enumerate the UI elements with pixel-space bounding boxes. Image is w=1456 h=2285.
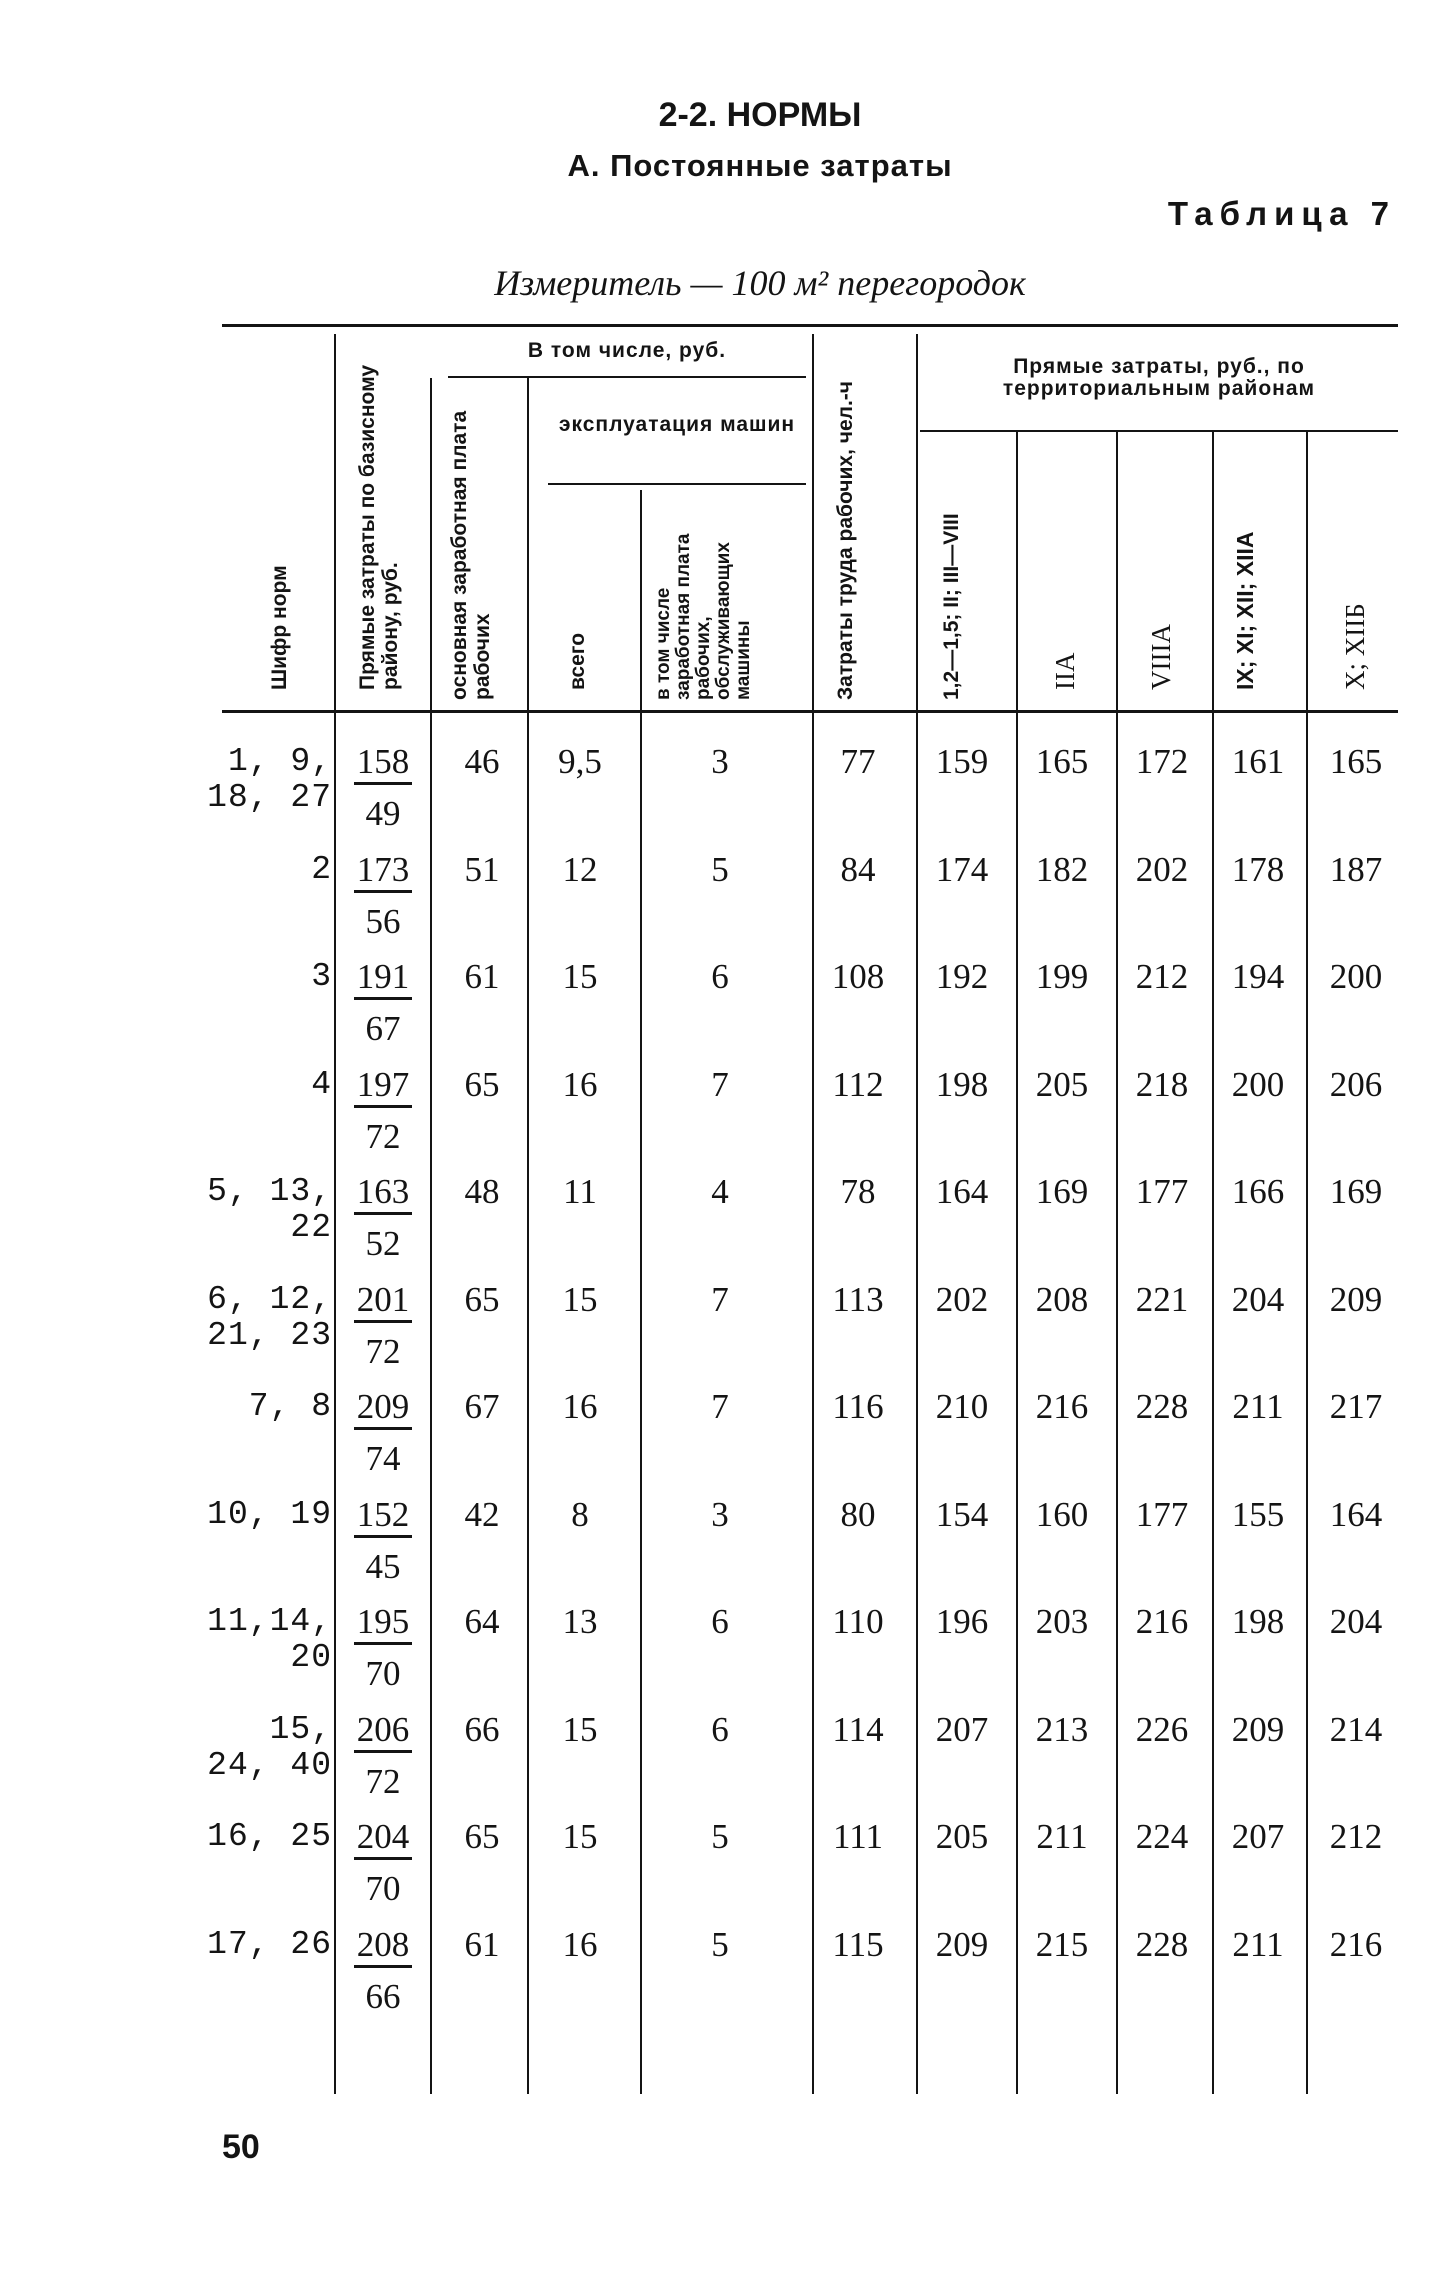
cell-r3: 228 [1135, 1924, 1189, 1964]
cell-r4: 211 [1232, 1924, 1284, 1964]
cell-r4: 204 [1231, 1279, 1285, 1319]
cell-r1: 205 [935, 1817, 989, 1856]
cell-r2: 213 [1035, 1709, 1089, 1749]
header-region-5: X; XIIБ [1340, 603, 1370, 690]
cell-r4: 161 [1231, 742, 1285, 781]
cell-labor: 80 [840, 1494, 876, 1534]
col-rule-1 [334, 334, 336, 2094]
cell-r1: 196 [935, 1602, 989, 1641]
cell-r2: 165 [1035, 742, 1089, 781]
norm-code: 7, 8 [248, 1388, 332, 1425]
cell-r4: 207 [1231, 1817, 1285, 1856]
cell-machine-wage: 6 [711, 1709, 729, 1749]
norm-code: 10, 19 [207, 1495, 332, 1533]
cell-r1: 207 [935, 1709, 989, 1749]
cell-r2: 203 [1035, 1602, 1089, 1641]
cell-r4: 178 [1231, 849, 1285, 889]
direct-cost-wage-value: 49 [365, 794, 401, 833]
cell-r2: 199 [1035, 957, 1089, 996]
cell-basic-wage: 48 [464, 1172, 500, 1211]
direct-cost-wage-value: 52 [365, 1224, 401, 1263]
cell-labor: 78 [840, 1172, 876, 1211]
cell-r5: 164 [1329, 1494, 1383, 1534]
direct-cost-value: 206 [354, 1710, 412, 1753]
cell-r2: 160 [1035, 1494, 1089, 1534]
cell-machine-wage: 5 [711, 849, 729, 889]
cell-r3: 216 [1135, 1602, 1189, 1641]
cell-basic-wage: 65 [464, 1064, 500, 1104]
cell-r3: 177 [1135, 1494, 1189, 1534]
regions-rule [920, 430, 1398, 432]
cell-r5: 169 [1329, 1172, 1383, 1211]
direct-cost-value: 163 [354, 1172, 412, 1215]
cell-labor: 110 [832, 1602, 884, 1641]
section-title: 2-2. НОРМЫ [658, 96, 862, 134]
header-region-1: 1,2—1,5; II; III—VIII [940, 513, 963, 700]
cell-r5: 217 [1329, 1387, 1383, 1426]
header-labor: Затраты труда рабочих, чел.-ч [834, 381, 857, 700]
norm-code: 5, 13, 22 [207, 1173, 332, 1246]
cell-r5: 200 [1329, 957, 1383, 996]
cell-labor: 112 [832, 1064, 884, 1104]
cell-basic-wage: 65 [464, 1279, 500, 1319]
direct-cost-wage-value: 66 [365, 1976, 401, 2016]
cell-r4: 211 [1232, 1387, 1284, 1426]
cell-machine-total: 16 [562, 1924, 598, 1964]
header-machine-wage: в том числе заработная плата рабочих, обслуживающих машины [653, 533, 754, 700]
cell-r2: 205 [1035, 1064, 1089, 1104]
header-region-3: VIIIA [1146, 624, 1176, 690]
cell-labor: 114 [832, 1709, 884, 1749]
cell-r4: 194 [1231, 957, 1285, 996]
cell-machine-total: 15 [562, 1709, 598, 1749]
header-basic-wage: основная заработная плата рабочих [448, 410, 494, 700]
cell-labor: 116 [832, 1387, 884, 1426]
cell-machine-total: 15 [562, 1279, 598, 1319]
cell-r3: 218 [1135, 1064, 1189, 1104]
measure-unit: Измеритель — 100 м² перегородок [494, 263, 1026, 303]
cell-machine-total: 11 [563, 1172, 597, 1211]
cell-machine-wage: 6 [711, 1602, 729, 1641]
cell-r4: 209 [1231, 1709, 1285, 1749]
direct-cost-wage-value: 74 [365, 1439, 401, 1478]
cell-machine-wage: 6 [711, 957, 729, 996]
header-bottom-rule [222, 710, 1398, 713]
cell-labor: 77 [840, 742, 876, 781]
cell-r3: 202 [1135, 849, 1189, 889]
cell-machine-total: 16 [562, 1064, 598, 1104]
col-rule-4 [640, 490, 642, 2094]
cell-machine-total: 8 [571, 1494, 589, 1534]
cell-machine-wage: 5 [711, 1924, 729, 1964]
header-region-2: IIA [1050, 652, 1080, 690]
cell-r2: 182 [1035, 849, 1089, 889]
direct-cost-wage-value: 56 [365, 901, 401, 941]
norm-code: 3 [311, 958, 332, 995]
norm-code: 2 [311, 850, 332, 888]
cell-r3: 224 [1135, 1817, 1189, 1856]
cell-basic-wage: 65 [464, 1817, 500, 1856]
cell-machine-total: 12 [562, 849, 598, 889]
direct-cost-value: 204 [354, 1817, 412, 1860]
cell-basic-wage: 61 [464, 1924, 500, 1964]
cell-basic-wage: 61 [464, 957, 500, 996]
cell-machine-wage: 7 [711, 1279, 729, 1319]
table-label: Таблица 7 [1167, 195, 1396, 232]
cell-machine-wage: 7 [711, 1387, 729, 1426]
cell-r5: 214 [1329, 1709, 1383, 1749]
header-direct-base: Прямые затраты по базисному району, руб. [356, 364, 402, 690]
cell-r1: 192 [935, 957, 989, 996]
norm-code: 1, 9, 18, 27 [207, 743, 332, 816]
cell-r5: 209 [1329, 1279, 1383, 1319]
cell-basic-wage: 46 [464, 742, 500, 781]
direct-cost-wage-value: 45 [365, 1546, 401, 1586]
cell-r4: 166 [1231, 1172, 1285, 1211]
cell-r5: 165 [1329, 742, 1383, 781]
cell-r1: 209 [935, 1924, 989, 1964]
cell-r1: 164 [935, 1172, 989, 1211]
direct-cost-value: 208 [354, 1925, 412, 1968]
norm-code: 6, 12, 21, 23 [207, 1280, 332, 1354]
col-rule-10 [1306, 432, 1308, 2094]
cell-machine-wage: 3 [711, 1494, 729, 1534]
cell-basic-wage: 66 [464, 1709, 500, 1749]
cell-r3: 172 [1135, 742, 1189, 781]
cell-r2: 169 [1035, 1172, 1089, 1211]
cell-machine-total: 15 [562, 1817, 598, 1856]
cell-r1: 202 [935, 1279, 989, 1319]
cell-machine-total: 13 [562, 1602, 598, 1641]
cell-r4: 155 [1231, 1494, 1285, 1534]
cell-machine-total: 15 [562, 957, 598, 996]
table-top-rule [222, 324, 1398, 327]
direct-cost-wage-value: 72 [365, 1116, 401, 1156]
cell-r4: 198 [1231, 1602, 1285, 1641]
cell-r3: 212 [1135, 957, 1189, 996]
cell-r5: 187 [1329, 849, 1383, 889]
cell-r5: 206 [1329, 1064, 1383, 1104]
cell-basic-wage: 67 [464, 1387, 500, 1426]
cell-r5: 216 [1329, 1924, 1383, 1964]
cell-r3: 226 [1135, 1709, 1189, 1749]
cell-labor: 84 [840, 849, 876, 889]
header-machine-total: всего [566, 632, 589, 690]
page-number: 50 [222, 2128, 260, 2166]
direct-cost-value: 152 [354, 1495, 412, 1538]
header-machine-operation: эксплуатация машин [558, 413, 796, 436]
direct-cost-wage-value: 72 [365, 1761, 401, 1801]
norm-code: 4 [311, 1065, 332, 1103]
cell-basic-wage: 51 [464, 849, 500, 889]
direct-cost-value: 195 [354, 1602, 412, 1645]
cell-r3: 228 [1135, 1387, 1189, 1426]
norm-code: 11,14, 20 [207, 1603, 332, 1676]
header-region-4: IX; XI; XII; XIIA [1232, 531, 1258, 690]
direct-cost-wage-value: 72 [365, 1331, 401, 1371]
cell-r5: 212 [1329, 1817, 1383, 1856]
cell-r3: 221 [1135, 1279, 1189, 1319]
cell-r1: 174 [935, 849, 989, 889]
including-rule [448, 376, 806, 378]
cell-r3: 177 [1135, 1172, 1189, 1211]
cell-r2: 211 [1036, 1817, 1088, 1856]
cell-machine-wage: 7 [711, 1064, 729, 1104]
direct-cost-wage-value: 70 [365, 1869, 401, 1908]
norm-code: 16, 25 [207, 1818, 332, 1855]
cell-r1: 154 [935, 1494, 989, 1534]
cell-basic-wage: 42 [464, 1494, 500, 1534]
subsection-title: А. Постоянные затраты [567, 148, 953, 183]
cell-labor: 113 [832, 1279, 884, 1319]
cell-machine-wage: 5 [711, 1817, 729, 1856]
cell-r5: 204 [1329, 1602, 1383, 1641]
direct-cost-wage-value: 70 [365, 1654, 401, 1693]
cell-machine-total: 16 [562, 1387, 598, 1426]
cell-r2: 215 [1035, 1924, 1089, 1964]
direct-cost-value: 173 [354, 850, 412, 893]
cell-machine-wage: 4 [711, 1172, 729, 1211]
col-rule-2 [430, 378, 432, 2094]
machine-rule [548, 483, 806, 485]
cell-labor: 115 [832, 1924, 884, 1964]
cell-labor: 108 [831, 957, 885, 996]
cell-r1: 159 [935, 742, 989, 781]
cell-r2: 208 [1035, 1279, 1089, 1319]
col-rule-3 [527, 378, 529, 2094]
cell-machine-total: 9,5 [558, 742, 602, 781]
direct-cost-value: 201 [354, 1280, 412, 1323]
cell-machine-wage: 3 [711, 742, 729, 781]
direct-cost-value: 158 [354, 742, 412, 785]
direct-cost-value: 197 [354, 1065, 412, 1108]
header-including: В том числе, руб. [527, 339, 727, 362]
header-code: Шифр норм [268, 565, 291, 690]
cell-r4: 200 [1231, 1064, 1285, 1104]
direct-cost-value: 191 [354, 957, 412, 1000]
header-direct-regions: Прямые затраты, руб., по территориальным районам [1002, 355, 1316, 400]
norm-code: 15, 24, 40 [207, 1710, 332, 1784]
cell-basic-wage: 64 [464, 1602, 500, 1641]
cell-r1: 198 [935, 1064, 989, 1104]
norm-code: 17, 26 [207, 1925, 332, 1963]
direct-cost-wage-value: 67 [365, 1009, 401, 1048]
cell-r1: 210 [935, 1387, 989, 1426]
direct-cost-value: 209 [354, 1387, 412, 1430]
cell-r2: 216 [1035, 1387, 1089, 1426]
cell-labor: 111 [833, 1817, 883, 1856]
